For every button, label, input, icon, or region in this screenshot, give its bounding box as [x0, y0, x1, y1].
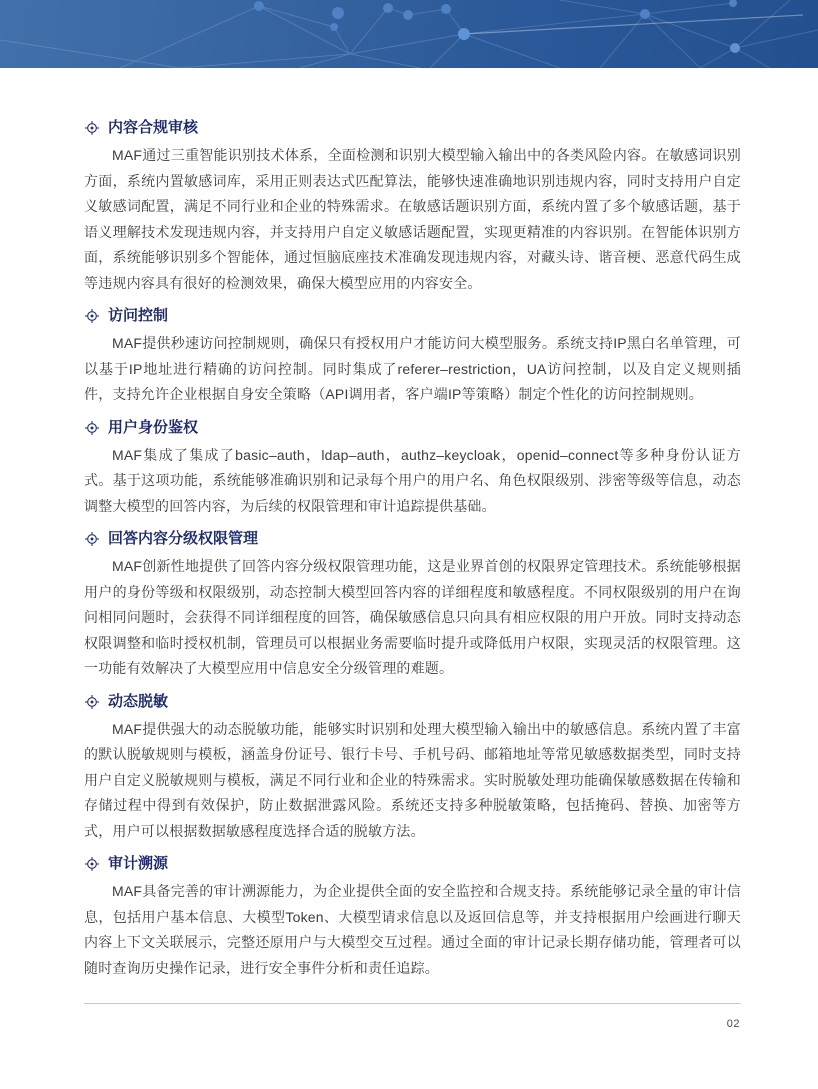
section-heading [84, 418, 741, 438]
network-pattern-decoration [0, 0, 818, 68]
section-content-compliance-review [84, 118, 741, 296]
crosshair-target-icon [84, 694, 100, 710]
section-answer-content-graded-permission [84, 529, 741, 682]
section-title: 动态脱敏 [108, 692, 169, 710]
header-banner [0, 0, 818, 68]
section-heading [84, 692, 741, 712]
section-body: MAF创新性地提供了回答内容分级权限管理功能，这是业界首创的权限界定管理技术。系统能够根据用户的身份等级和权限级别，动态控制大模型回答内容的详细程度和敏感程度。不同权限级别的用户在询问相同问题时，会获得不同详细程度的回答，确保敏感信息只向具有相应权限的用户开放。同时支持动态权限调整和临时授权机制，管理员可以根据业务需要临时提升或降低用户权限，实现灵活的权限管理。这一功能有效解决了大模型应用中信息安全分级管理的难题。 [84, 558, 741, 676]
section-user-identity-authentication [84, 418, 741, 520]
section-title: 审计溯源 [108, 855, 169, 872]
section-heading [84, 118, 741, 138]
crosshair-target-icon [84, 308, 100, 324]
footer-divider [84, 1003, 741, 1004]
section-heading [84, 854, 741, 874]
section-dynamic-data-masking [84, 692, 741, 845]
section-body: MAF通过三重智能识别技术体系，全面检测和识别大模型输入输出中的各类风险内容。在敏感词识别方面，系统内置敏感词库，采用正则表达式匹配算法，能够快速准确地识别违规内容，同时支持用户自定义敏感词配置，满足不同行业和企业的特殊需求。在敏感话题识别方面，系统内置了多个敏感话题，基于语义理解技术发现违规内容，并支持用户自定义敏感话题配置，实现更精准的内容识别。在智能体识别方面，系统能够识别多个智能体，通过恒脑底座技术准确发现违规内容，对藏头诗、谐音梗、恶意代码生成等违规内容具有很好的检测效果，确保大模型应用的内容安全。 [84, 147, 741, 291]
section-title: 访问控制 [108, 307, 169, 324]
section-title: 回答内容分级权限管理 [108, 530, 259, 547]
section-access-control [84, 306, 741, 408]
document-content [0, 68, 818, 981]
section-audit-traceability [84, 854, 741, 981]
section-body: MAF具备完善的审计溯源能力，为企业提供全面的安全监控和合规支持。系统能够记录全量的审计信息，包括用户基本信息、大模型Token、大模型请求信息以及返回信息等，并支持根据用户绘画进行聊天内容上下文关联展示，完整还原用户与大模型交互过程。通过全面的审计记录长期存储功能，管理者可以随时查询历史操作记录，进行安全事件分析和责任追踪。 [84, 883, 741, 976]
crosshair-target-icon [84, 531, 100, 547]
section-heading [84, 529, 741, 549]
crosshair-target-icon [84, 856, 100, 872]
page-number: 02 [726, 1018, 740, 1030]
crosshair-target-icon [84, 120, 100, 136]
section-body: MAF集成了集成了basic–auth，ldap–auth，authz–keycloak，openid–connect等多种身份认证方式。基于这项功能，系统能够准确识别和记录每个用户的用户名、角色权限级别、涉密等级等信息，动态调整大模型的回答内容，为后续的权限管理和审计追踪提供基础。 [84, 446, 741, 514]
section-body: MAF提供秒速访问控制规则，确保只有授权用户才能访问大模型服务。系统支持IP黑白名单管理，可以基于IP地址进行精确的访问控制。同时集成了referer–restriction，UA访问控制，以及自定义规则插件，支持允许企业根据自身安全策略（API调用者，客户端IP等策略）制定个性化的访问控制规则。 [84, 335, 741, 402]
crosshair-target-icon [84, 420, 100, 436]
section-title: 用户身份鉴权 [108, 418, 199, 436]
section-body: MAF提供强大的动态脱敏功能，能够实时识别和处理大模型输入输出中的敏感信息。系统内置了丰富的默认脱敏规则与模板，涵盖身份证号、银行卡号、手机号码、邮箱地址等常见敏感数据类型，同时支持用户自定义脱敏规则与模板，满足不同行业和企业的特殊需求。实时脱敏处理功能确保敏感数据在传输和存储过程中得到有效保护，防止数据泄露风险。系统还支持多种脱敏策略，包括掩码、替换、加密等方式，用户可以根据数据敏感程度选择合适的脱敏方法。 [84, 720, 741, 839]
section-heading [84, 306, 741, 326]
section-title: 内容合规审核 [108, 119, 199, 136]
